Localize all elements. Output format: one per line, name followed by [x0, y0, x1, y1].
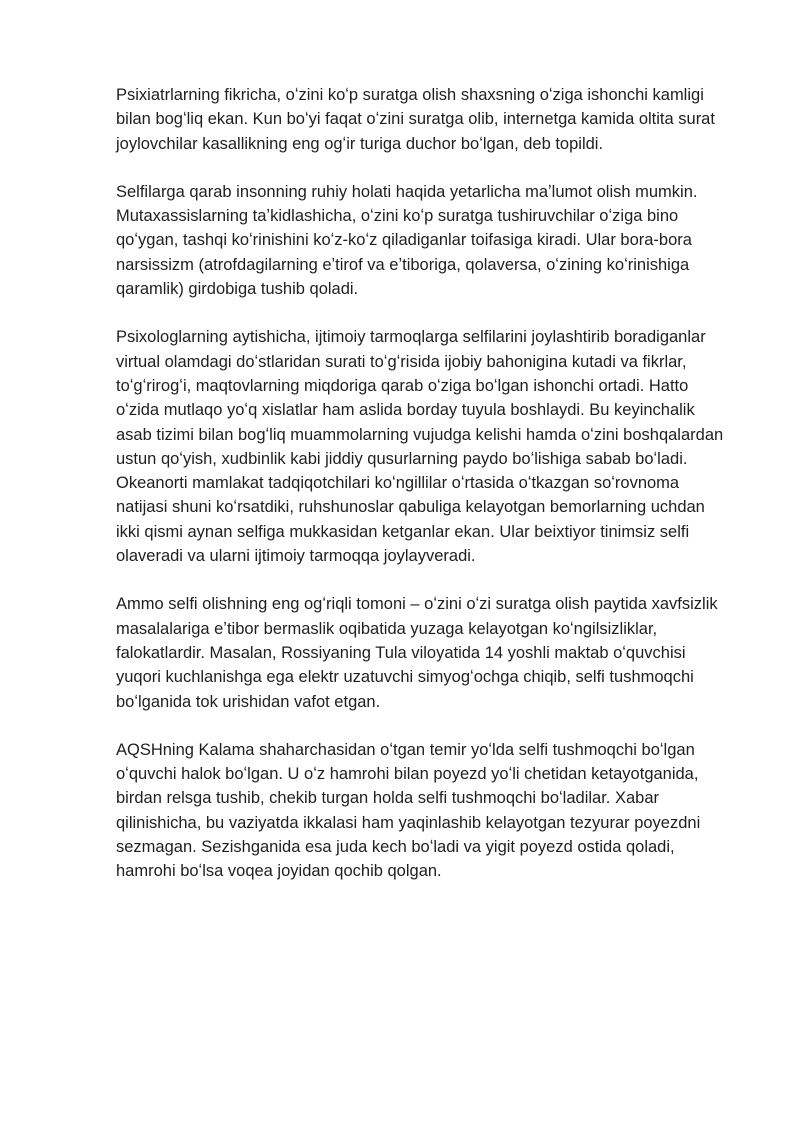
- paragraph: Selfilarga qarab insonning ruhiy holati haqida yetarlicha maʼlumot olish mumkin. Mutaxassislarning taʼkidlashicha, oʻzini koʻp suratga tushiruvchilar oʻziga bino qoʻygan, tashqi koʻrinishini koʻz-koʻz qiladiganlar toifasiga kiradi. Ular bora-bora narsissizm (atrofdagilarning eʼtirof va eʼtiboriga, qolaversa, oʻzining koʻrinishiga qaramlik) girdobiga tushib qoladi.: [116, 182, 698, 299]
- paragraph: Psixologlarning aytishicha, ijtimoiy tarmoqlarga selfilarini joylashtirib boradiganlar virtual olamdagi doʻstlaridan surati toʻgʻrisida ijobiy bahoniginа kutadi va fikrlar, toʻgʻrirogʻi, maqtovlarning miqdoriga qarab oʻziga boʻlgan ishonchi ortadi. Hatto oʻzida mutlaqo yoʻq xislatlar ham aslida borday tuyula boshlaydi. Bu keyinchalik asab tizimi bilan bogʻliq muammolarning vujudga kelishi hamda oʻzini boshqalardan ustun qoʻyish, xudbinlik kabi jiddiy qusurlarning paydo boʻlishiga sabab boʻladi. Okeanorti mamlakat tadqiqotchilari koʻngillilar oʻrtasida oʻtkazgan soʻrovnoma natijasi shuni koʻrsatdiki, ruhshunoslar qabuliga kelayotgan bemorlarning uchdan ikki qismi aynan selfiga mukkasidan ketganlar ekan. Ular beixtiyor tinimsiz selfi olaveradi va ularni ijtimoiy tarmoqqa joylayveradi.: [116, 328, 724, 566]
- paragraph: Psixiatrlarning fikricha, oʻzini koʻp suratga olish shaxsning oʻziga ishonchi kamligi bilan bogʻliq ekan. Kun boʻyi faqat oʻzini suratga olib, internetga kamida oltita surat joylovchilar kasallikning eng ogʻir turiga duchor boʻlgan, deb topildi.: [116, 86, 715, 153]
- paragraph: Ammo selfi olishning eng ogʻriqli tomoni – oʻzini oʻzi suratga olish paytida xavfsizlik masalalariga eʼtibor bermaslik oqibatida yuzaga kelayotgan koʻngilsizliklar, falokatlardir. Masalan, Rossiyaning Tula viloyatida 14 yoshli maktab oʻquvchisi yuqori kuchlanishga ega elektr uzatuvchi simyogʻochga chiqib, selfi tushmoqchi boʻlganida tok urishidan vafot etgan.: [116, 595, 718, 711]
- paragraph: AQSHning Kalama shaharchasidan oʻtgan temir yoʻlda selfi tushmoqchi boʻlgan oʻquvchi halok boʻlgan. U oʻz hamrohi bilan poyezd yoʻli chetidan ketayotganida, birdan relsga tushib, chekib turgan holda selfi tushmoqchi boʻladilar. Xabar qilinishicha, bu vaziyatda ikkalasi ham yaqinlashib kelayotgan tezyurar poyezdni sezmagan. Sezishganida esa juda kech boʻladi va yigit poyezd ostida qoladi, hamrohi boʻlsa voqea joyidan qochib qolgan.: [116, 740, 701, 881]
- document-body: [116, 83, 726, 884]
